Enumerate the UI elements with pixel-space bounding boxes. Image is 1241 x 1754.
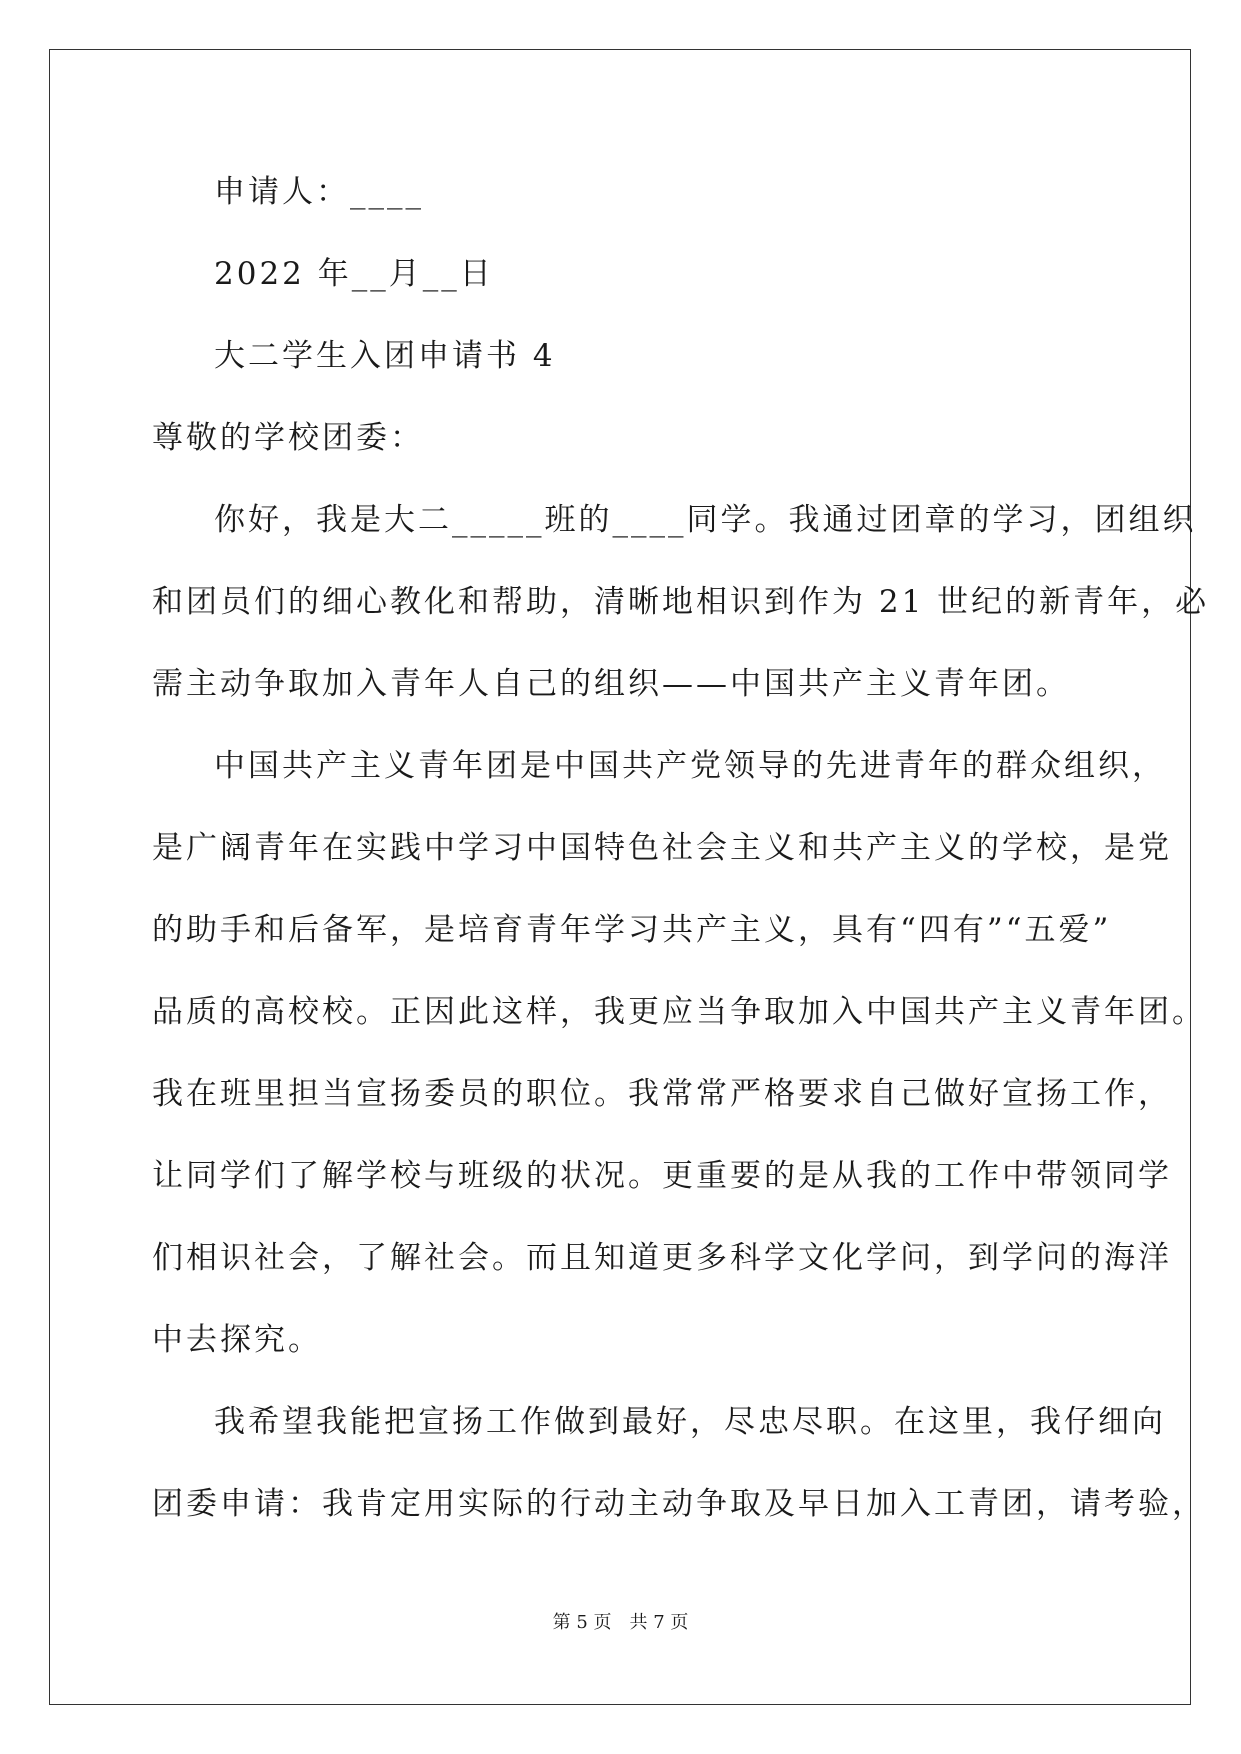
body-line: 中国共产主义青年团是中国共产党领导的先进青年的群众组织， <box>214 748 1166 784</box>
body-line: 我在班里担当宣扬委员的职位。我常常严格要求自己做好宣扬工作， <box>152 1076 1172 1112</box>
body-line: 们相识社会，了解社会。而且知道更多科学文化学问，到学问的海洋 <box>152 1240 1172 1276</box>
body-line: 是广阔青年在实践中学习中国特色社会主义和共产主义的学校，是党 <box>152 830 1172 866</box>
applicant-line: 申请人：____ <box>214 174 424 210</box>
body-line: 中去探究。 <box>152 1322 322 1358</box>
body-line: 和团员们的细心教化和帮助，清晰地相识到作为 21 世纪的新青年，必 <box>152 584 1210 620</box>
page-number: 第 5 页 共 7 页 <box>552 1612 689 1633</box>
body-line: 需主动争取加入青年人自己的组织——中国共产主义青年团。 <box>152 666 1070 702</box>
date-line: 2022 年__月__日 <box>214 256 494 292</box>
body-line: 你好，我是大二_____班的____同学。我通过团章的学习，团组织 <box>214 502 1197 538</box>
body-line: 的助手和后备军，是培育青年学习共产主义，具有“四有”“五爱” <box>152 912 1112 948</box>
page-border <box>49 49 1191 1705</box>
body-line: 团委申请：我肯定用实际的行动主动争取及早日加入工青团，请考验， <box>152 1486 1206 1522</box>
body-line: 品质的高校校。正因此这样，我更应当争取加入中国共产主义青年团。 <box>152 994 1206 1030</box>
section-title: 大二学生入团申请书 4 <box>214 338 556 374</box>
salutation: 尊敬的学校团委： <box>152 420 424 456</box>
body-line: 让同学们了解学校与班级的状况。更重要的是从我的工作中带领同学 <box>152 1158 1172 1194</box>
body-line: 我希望我能把宣扬工作做到最好，尽忠尽职。在这里，我仔细向 <box>214 1404 1166 1440</box>
